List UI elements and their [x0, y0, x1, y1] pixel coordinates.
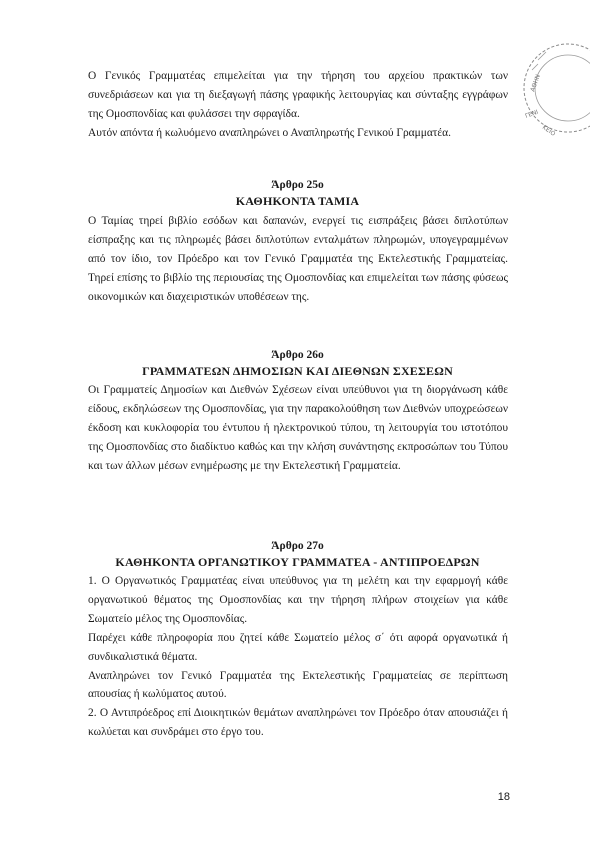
article-paragraph: 2. Ο Αντιπρόεδρος επί Διοικητικών θεμάτων αναπληρώνει τον Πρόεδρο όταν απουσιάζει ή κωλύεται και συνδράμει στο έργο του. [88, 707, 508, 739]
article-paragraph: 1. Ο Οργανωτικός Γραμματέας είναι υπεύθυνος για τη μελέτη και την εφαρμογή κάθε οργανωτικού θέματος της Ομοσπονδίας και την τήρηση πλήρων στοιχείων για κάθε Σωματείο μέλος της Ομοσπονδίας. [88, 575, 508, 625]
intro-paragraph-2: Αυτόν απόντα ή κωλυόμενο αναπληρώνει ο Αναπληρωτής Γενικού Γραμματέα. [88, 126, 451, 139]
article-27-heading [0, 538, 595, 571]
article-paragraph: Παρέχει κάθε πληροφορία που ζητεί κάθε Σωματείο μέλος σ΄ ότι αφορά οργανωτικά ή συνδικαλιστικά θέματα. [88, 631, 508, 663]
svg-text:ΑΘΗΝ: ΑΘΗΝ [529, 73, 542, 93]
article-title: ΚΑΘΗΚΟΝΤΑ ΤΑΜΙΑ [235, 194, 360, 208]
svg-text:ΚΕΙΟ: ΚΕΙΟ [540, 123, 557, 138]
article-paragraph: Αναπληρώνει τον Γενικό Γραμματέα της Εκτελεστικής Γραμματείας σε περίπτωση απουσίας ή κωλύματος αυτού. [88, 669, 508, 701]
article-number: Άρθρο 26ο [271, 349, 324, 361]
stamp-seal [508, 30, 590, 142]
article-25-body [88, 212, 508, 307]
article-paragraph: Ο Ταμίας τηρεί βιβλίο εσόδων και δαπανών, ενεργεί τις εισπράξεις βάσει διπλοτύπων είσπραξης και τις πληρωμές βάσει διπλοτύπων ενταλμάτων πληρωμών, υπογεγραμμένων από τον ίδιο, τον Πρόεδρο και τον Γενικό Γραμματέα της Εκτελεστικής Γραμματείας. Τηρεί επίσης το βιβλίο της περιουσίας της Ομοσπονδίας και επιμελείται των πάσης φύσεως οικονομικών και διαχειριστικών υποθέσεων της. [88, 215, 508, 303]
intro-section [88, 67, 508, 143]
article-26-body [88, 381, 508, 476]
article-27-body [88, 572, 508, 742]
intro-paragraph-1: Ο Γενικός Γραμματέας επιμελείται για την τήρηση του αρχείου πρακτικών των συνεδριάσεων και για τη διεξαγωγή πάσης γραφικής λειτουργίας και σύνταξης εγγράφων της Ομοσπονδίας και φυλάσσει την σφραγίδα. [88, 70, 508, 120]
article-number: Άρθρο 25ο [271, 179, 324, 191]
article-25-heading [0, 177, 595, 210]
article-number: Άρθρο 27ο [271, 540, 324, 552]
article-paragraph: Οι Γραμματείς Δημοσίων και Διεθνών Σχέσεων είναι υπεύθυνοι για τη διοργάνωση κάθε είδους, εκδηλώσεων της Ομοσπονδίας, για την παρακολούθηση των Διεθνών υποχρεώσεων έκδοση και κυκλοφορία του έντυπου ή ηλεκτρονικού τύπου, τη λειτουργία του ιστοτόπου της Ομοσπονδίας στο διαδίκτυο καθώς και την κλήση συνάντησης εκπροσώπων του Τύπου και των άλλων μέσων ενημέρωσης με την Εκτελεστική Γραμματεία. [88, 384, 508, 472]
svg-text:ΓΕΝΙ: ΓΕΝΙ [524, 108, 540, 120]
page-number: 18 [497, 791, 510, 803]
article-title: ΓΡΑΜΜΑΤΕΩΝ ΔΗΜΟΣΙΩΝ ΚΑΙ ΔΙΕΘΝΩΝ ΣΧΕΣΕΩΝ [142, 364, 453, 378]
article-26-heading [0, 347, 595, 380]
article-title: ΚΑΘΗΚΟΝΤΑ ΟΡΓΑΝΩΤΙΚΟΥ ΓΡΑΜΜΑΤΕΑ - ΑΝΤΙΠΡΟΕΔΡΩΝ [115, 555, 480, 569]
